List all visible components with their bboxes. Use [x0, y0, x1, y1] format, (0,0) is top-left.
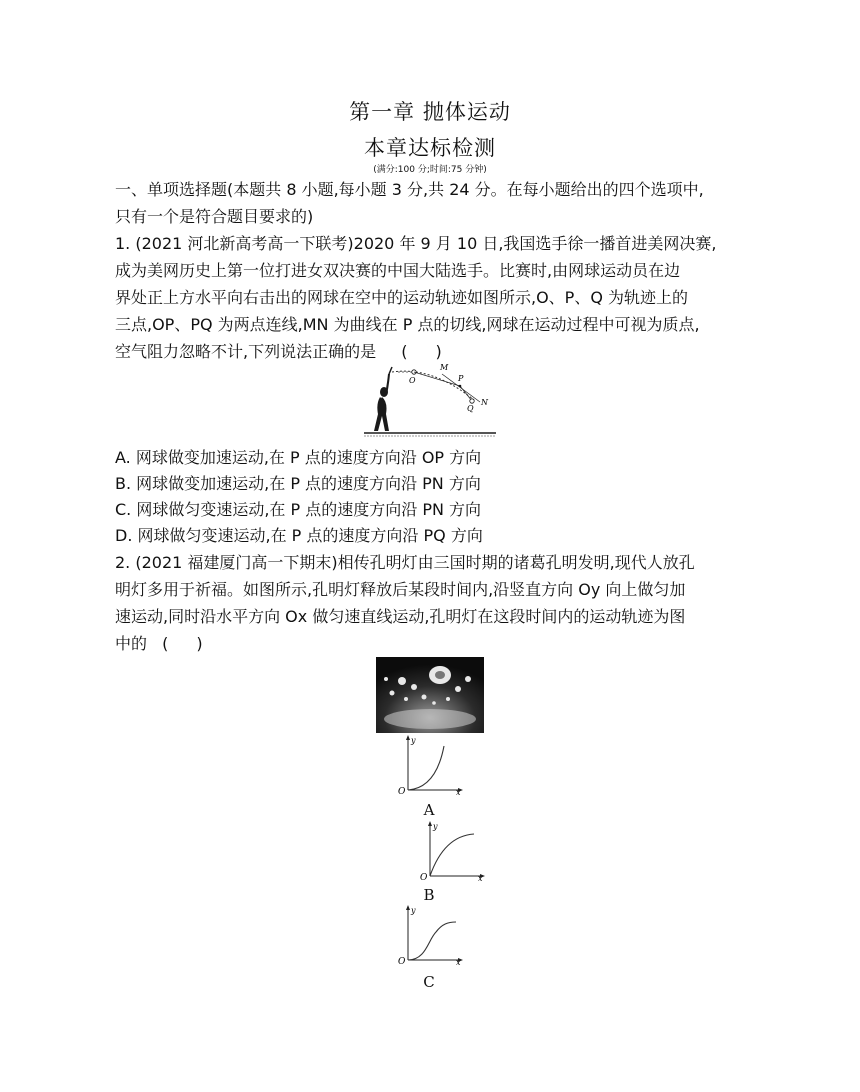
q2-line-2: 明灯多用于祈福。如图所示,孔明灯释放后某段时间内,沿竖直方向 Oy 向上做匀加: [115, 580, 686, 599]
axis-x-label: x: [478, 874, 483, 882]
paren-open: (: [162, 634, 169, 653]
q2-stem-end: 中的: [115, 634, 148, 653]
q1-line-2: 成为美网历史上第一位打进女双决赛的中国大陆选手。比赛时,由网球运动员在边: [115, 261, 681, 280]
graph-a: [396, 734, 466, 796]
section-heading-line2: 只有一个是符合题目要求的): [115, 207, 314, 226]
q1-option-d: D. 网球做匀变速运动,在 P 点的速度方向沿 PQ 方向: [115, 526, 483, 545]
axis-x-label: x: [456, 788, 461, 796]
q1-line-4: 三点,OP、PQ 为两点连线,MN 为曲线在 P 点的切线,网球在运动过程中可视为质点,: [115, 315, 700, 334]
q2-answer-blank: [162, 632, 203, 656]
origin-label: O: [398, 787, 406, 796]
q1-line-3: 界处正上方水平向右击出的网球在空中的运动轨迹如图所示,O、P、Q 为轨迹上的: [115, 288, 689, 307]
label-m: M: [440, 364, 449, 372]
paren-close: ): [435, 342, 442, 361]
axis-y-label: y: [411, 906, 416, 915]
label-n: N: [481, 398, 488, 407]
q1-option-b: B. 网球做变加速运动,在 P 点的速度方向沿 PN 方向: [115, 474, 481, 493]
label-q: Q: [467, 404, 474, 413]
paren-close: ): [196, 634, 203, 653]
q1-option-a: A. 网球做变加速运动,在 P 点的速度方向沿 OP 方向: [115, 448, 482, 467]
axis-y-label: y: [411, 736, 416, 745]
origin-label: O: [420, 873, 428, 882]
graph-c-label: C: [423, 973, 435, 991]
chapter-title: 第一章 抛体运动: [349, 100, 511, 124]
label-o: O: [409, 376, 416, 385]
label-p: P: [458, 374, 464, 383]
exam-meta: (满分:100 分;时间:75 分钟): [373, 165, 487, 175]
sky-lantern-photo: [376, 657, 484, 733]
q2-line-3: 速运动,同时沿水平方向 Ox 做匀速直线运动,孔明灯在这段时间内的运动轨迹为图: [115, 607, 686, 626]
q1-line-1: 1. (2021 河北新高考高一下联考)2020 年 9 月 10 日,我国选手徐一播首进美网决赛,: [115, 234, 717, 253]
graph-c: [396, 904, 466, 966]
q1-line-5: [115, 340, 442, 364]
player-silhouette: [374, 367, 392, 431]
axis-x-label: x: [456, 958, 461, 966]
graph-a-label: A: [423, 801, 435, 819]
graph-b-label: B: [423, 886, 435, 904]
axis-y-label: y: [433, 822, 438, 831]
q1-answer-blank: [401, 340, 442, 364]
q2-line-4: [115, 632, 203, 656]
origin-label: O: [398, 957, 406, 966]
page-title: 本章达标检测: [364, 136, 496, 160]
graph-b: [420, 820, 490, 882]
q1-stem-end: 空气阻力忽略不计,下列说法正确的是: [115, 342, 377, 361]
section-heading-line1: 一、单项选择题(本题共 8 小题,每小题 3 分,共 24 分。在每小题给出的四个选项中,: [115, 180, 704, 199]
q1-option-c: C. 网球做匀变速运动,在 P 点的速度方向沿 PN 方向: [115, 500, 482, 519]
paren-open: (: [401, 342, 408, 361]
tennis-trajectory-figure: [362, 364, 498, 442]
q2-line-1: 2. (2021 福建厦门高一下期末)相传孔明灯由三国时期的诸葛孔明发明,现代人放孔: [115, 553, 695, 572]
